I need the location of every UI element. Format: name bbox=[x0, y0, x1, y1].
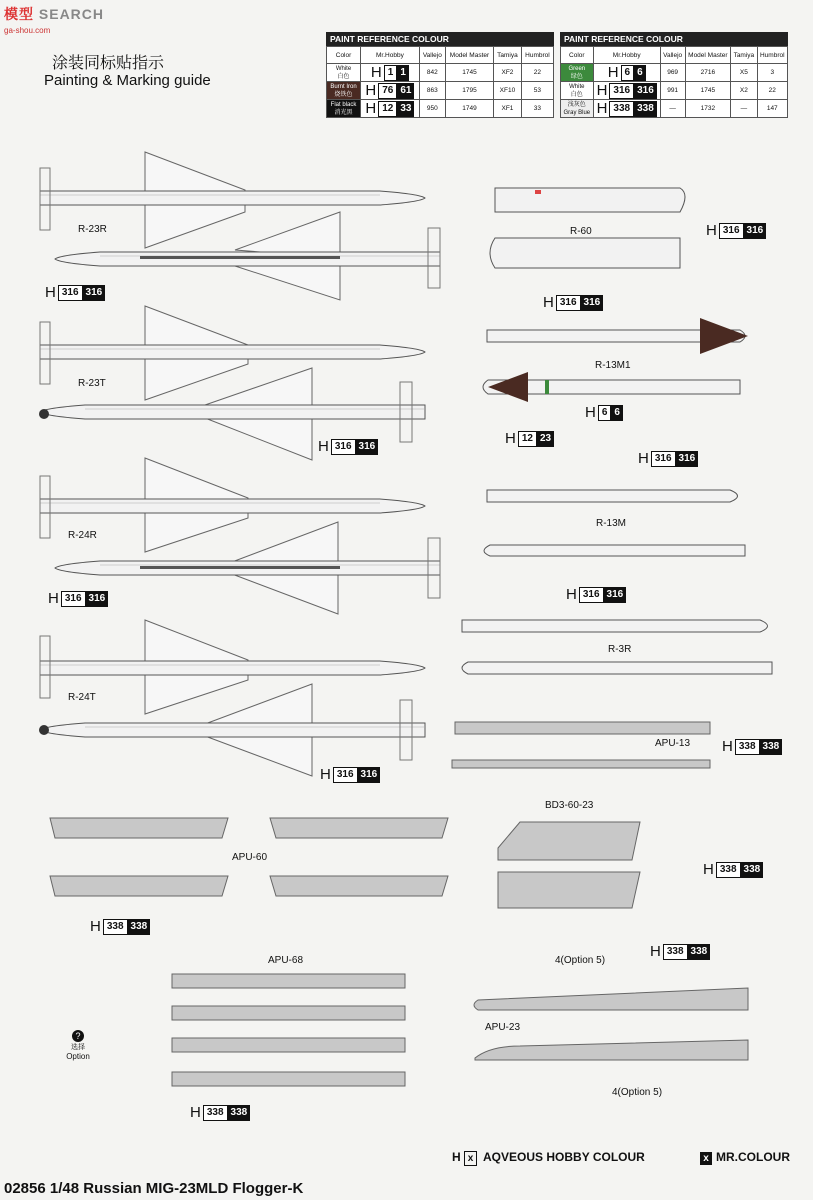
footer-title bbox=[4, 1180, 303, 1197]
option-label-cn: 选择 bbox=[71, 1044, 85, 1051]
label-r23r: R-23R bbox=[78, 224, 107, 235]
hobby-code: 12 bbox=[378, 101, 397, 117]
question-icon: ? bbox=[72, 1030, 84, 1042]
option5-label: 4(Option 5) bbox=[555, 955, 606, 966]
pylon-apu68 bbox=[172, 974, 405, 1086]
callout-h316: H 316 316 bbox=[638, 450, 698, 467]
label-r23t: R-23T bbox=[78, 378, 106, 389]
mr-color-code: 1 bbox=[397, 65, 409, 81]
model-master-code: 1795 bbox=[445, 82, 493, 100]
callout-h6: H 6 6 bbox=[585, 404, 623, 421]
callout-h338: H 338 338 bbox=[722, 738, 782, 755]
callout-h316: H 316 316 bbox=[318, 438, 378, 455]
watermark-url: ga-shou.com bbox=[4, 26, 51, 35]
color-name: Gray Blue bbox=[563, 109, 591, 116]
mr-color-code: 6 bbox=[634, 65, 646, 81]
legend-mr bbox=[700, 1150, 790, 1165]
vallejo-code: 969 bbox=[660, 64, 685, 82]
col-header: Vallejo bbox=[419, 47, 445, 64]
watermark-brand: SEARCH bbox=[38, 6, 105, 22]
hobby-code: 316 bbox=[609, 83, 634, 99]
legend-box: x bbox=[464, 1151, 477, 1166]
callout-h316: H 316 316 bbox=[45, 284, 105, 301]
col-header: Mr.Hobby bbox=[593, 47, 660, 64]
table-row: White 白色 H 1 1 842 1745 XF2 22 bbox=[327, 64, 554, 82]
col-header: Vallejo bbox=[660, 47, 685, 64]
missile-r24t-top bbox=[40, 620, 425, 714]
col-header: Mr.Hobby bbox=[361, 47, 420, 64]
page-title-cn: 涂装同标贴指示 bbox=[52, 55, 165, 72]
col-header: Humbrol bbox=[521, 47, 553, 64]
callout-h338: H 338 338 bbox=[190, 1104, 250, 1121]
tamiya-code: XF1 bbox=[494, 100, 522, 118]
legend-aqueous bbox=[452, 1150, 645, 1166]
missile-r23r-bottom bbox=[55, 212, 440, 300]
callout-h316: H 316 316 bbox=[706, 222, 766, 239]
footer-name: Russian MIG-23MLD Flogger-K bbox=[83, 1180, 304, 1197]
missile-r24t-bottom bbox=[39, 684, 425, 776]
label-apu68: APU-68 bbox=[268, 955, 304, 966]
footer-scale: 1/48 bbox=[49, 1180, 80, 1197]
vallejo-code: 842 bbox=[419, 64, 445, 82]
model-master-code: 1732 bbox=[685, 100, 731, 118]
table-row: Green 绿色 H 6 6 969 2716 X5 3 bbox=[561, 64, 788, 82]
color-name-cn: 白色 bbox=[337, 73, 350, 80]
missile-r24r-top bbox=[40, 458, 425, 552]
paint-table-left-title: PAINT REFERENCE COLOUR bbox=[326, 32, 554, 46]
mr-color-code: 338 bbox=[634, 101, 657, 117]
tamiya-code: XF2 bbox=[494, 64, 522, 82]
legend-mr-label: MR.COLOUR bbox=[716, 1150, 790, 1164]
hobby-code: 6 bbox=[621, 65, 635, 81]
label-apu13: APU-13 bbox=[655, 738, 691, 749]
color-name-cn: 白色 bbox=[570, 91, 583, 98]
color-name-cn: 消光黑 bbox=[334, 109, 353, 116]
mr-color-code: 33 bbox=[397, 101, 414, 117]
page-title: Painting & Marking guide bbox=[44, 72, 211, 89]
color-name-cn: 绿色 bbox=[570, 73, 583, 80]
label-apu23: APU-23 bbox=[485, 1022, 521, 1033]
humbrol-code: 33 bbox=[521, 100, 553, 118]
hobby-code: 338 bbox=[609, 101, 634, 117]
color-name: Green bbox=[568, 65, 586, 72]
option5-label: 4(Option 5) bbox=[612, 1087, 663, 1098]
table-row: White 白色 H 316 316 991 1745 X2 22 bbox=[561, 82, 788, 100]
mr-color-code: 61 bbox=[397, 83, 414, 99]
label-r60: R-60 bbox=[570, 226, 592, 237]
humbrol-code: 147 bbox=[757, 100, 787, 118]
pylon-bd3 bbox=[498, 822, 640, 908]
col-header: Tamiya bbox=[494, 47, 522, 64]
model-master-code: 1745 bbox=[685, 82, 731, 100]
missile-r24r-bottom bbox=[55, 522, 440, 614]
hobby-code: 76 bbox=[378, 83, 397, 99]
callout-h338: H 338 338 bbox=[90, 918, 150, 935]
callout-h316: H 316 316 bbox=[320, 766, 380, 783]
humbrol-code: 22 bbox=[757, 82, 787, 100]
color-name: White bbox=[569, 83, 585, 90]
tamiya-code: X2 bbox=[731, 82, 757, 100]
callout-h316: H 316 316 bbox=[543, 294, 603, 311]
callout-h338: H 338 338 bbox=[650, 943, 710, 960]
table-row: 浅灰色 Gray Blue H 338 338 — 1732 — 147 bbox=[561, 100, 788, 118]
color-name-cn: 浅灰色 bbox=[567, 101, 586, 108]
col-header: Humbrol bbox=[757, 47, 787, 64]
mr-color-code: 316 bbox=[634, 83, 657, 99]
label-r13m1: R-13M1 bbox=[595, 360, 631, 371]
col-header: Tamiya bbox=[731, 47, 757, 64]
legend-aqueous-label: AQVEOUS HOBBY COLOUR bbox=[483, 1150, 645, 1164]
label-r3r: R-3R bbox=[608, 644, 632, 655]
callout-h12: H 12 23 bbox=[505, 430, 554, 447]
model-master-code: 1749 bbox=[445, 100, 493, 118]
col-header: Color bbox=[327, 47, 361, 64]
color-name: Flat black bbox=[330, 101, 357, 108]
vallejo-code: 863 bbox=[419, 82, 445, 100]
legend-h: H bbox=[452, 1150, 461, 1164]
footer-code: 02856 bbox=[4, 1180, 46, 1197]
tamiya-code: X5 bbox=[731, 64, 757, 82]
humbrol-code: 3 bbox=[757, 64, 787, 82]
label-r24t: R-24T bbox=[68, 692, 96, 703]
label-r13m: R-13M bbox=[596, 518, 627, 529]
humbrol-code: 22 bbox=[521, 64, 553, 82]
hobby-code: 1 bbox=[384, 65, 398, 81]
model-master-code: 1745 bbox=[445, 64, 493, 82]
col-header: Model Master bbox=[685, 47, 731, 64]
legend-box-black: x bbox=[700, 1152, 712, 1165]
humbrol-code: 53 bbox=[521, 82, 553, 100]
option-label: Option bbox=[66, 1052, 90, 1061]
tamiya-code: XF10 bbox=[494, 82, 522, 100]
vallejo-code: — bbox=[660, 100, 685, 118]
watermark-brand-cn: 模型 bbox=[4, 6, 34, 22]
callout-h338: H 338 338 bbox=[703, 861, 763, 878]
paint-table-right-title: PAINT REFERENCE COLOUR bbox=[560, 32, 788, 46]
color-name-cn: 烧铁色 bbox=[334, 91, 353, 98]
callout-h316: H 316 316 bbox=[48, 590, 108, 607]
label-bd3: BD3-60-23 bbox=[545, 800, 594, 811]
vallejo-code: 950 bbox=[419, 100, 445, 118]
model-master-code: 2716 bbox=[685, 64, 731, 82]
table-row: Burnt Iron 烧铁色 H 76 61 863 1795 XF10 53 bbox=[327, 82, 554, 100]
label-apu60: APU-60 bbox=[232, 852, 268, 863]
callout-h316: H 316 316 bbox=[566, 586, 626, 603]
col-header: Color bbox=[561, 47, 594, 64]
table-row: Flat black 消光黑 H 12 33 950 1749 XF1 33 bbox=[327, 100, 554, 118]
color-name: White bbox=[335, 65, 352, 72]
col-header: Model Master bbox=[445, 47, 493, 64]
option-marker bbox=[60, 1030, 96, 1061]
tamiya-code: — bbox=[731, 100, 757, 118]
color-name: Burnt Iron bbox=[330, 83, 357, 90]
label-r24r: R-24R bbox=[68, 530, 97, 541]
vallejo-code: 991 bbox=[660, 82, 685, 100]
